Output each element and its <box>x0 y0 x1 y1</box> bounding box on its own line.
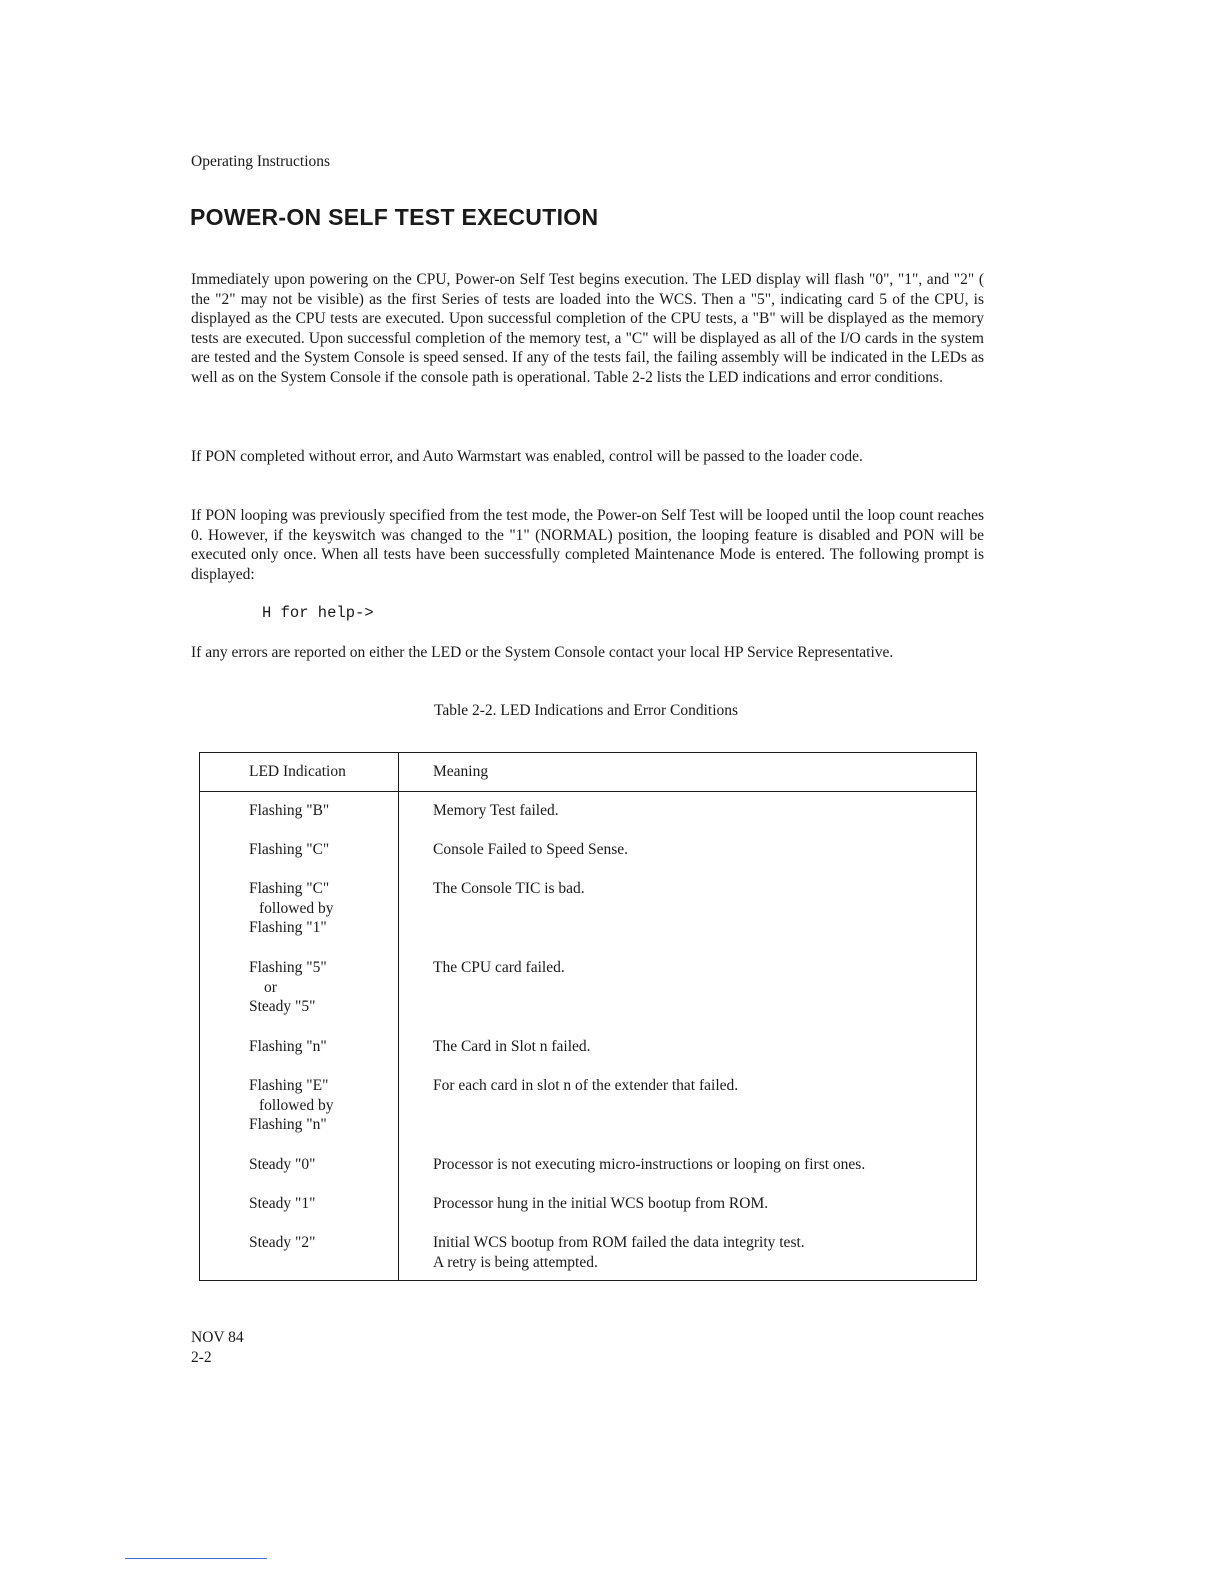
led-line: Flashing "C" <box>249 841 330 858</box>
header-rule <box>200 791 976 792</box>
cell-meaning <box>433 1194 973 1214</box>
led-line: Steady "0" <box>249 1156 316 1173</box>
led-indications-table <box>199 752 977 1281</box>
led-line: Flashing "C" <box>249 880 330 897</box>
cell-led-indication <box>249 801 389 821</box>
meaning-line: Memory Test failed. <box>433 802 559 819</box>
running-head: Operating Instructions <box>191 153 331 170</box>
paragraph-error-reporting: If any errors are reported on either the LED or the System Console contact your local HP Service Representative. <box>191 644 894 661</box>
section-title: POWER-ON SELF TEST EXECUTION <box>190 204 599 230</box>
cell-meaning <box>433 879 973 899</box>
column-divider <box>398 753 399 1280</box>
cell-led-indication <box>249 1233 389 1253</box>
paragraph-pon-looping: If PON looping was previously specified from the test mode, the Power-on Self Test will be looped until the loop count reaches 0. However, if the keyswitch was changed to the "1" (NORMAL) position, the looping feature is disabled and PON will be executed only once. When all tests have been successfully completed Maintenance Mode is entered. The following prompt is displayed: <box>191 507 984 583</box>
meaning-line: The Console TIC is bad. <box>433 880 585 897</box>
led-line: Steady "5" <box>249 998 316 1016</box>
led-line: followed by <box>259 1096 334 1114</box>
cell-led-indication <box>249 840 389 860</box>
meaning-line: For each card in slot n of the extender that failed. <box>433 1077 739 1094</box>
led-line: Flashing "5" <box>249 959 327 976</box>
led-line: Steady "1" <box>249 1195 316 1212</box>
meaning-line: The Card in Slot n failed. <box>433 1038 591 1055</box>
cell-meaning <box>433 958 973 978</box>
cell-led-indication <box>249 958 389 1017</box>
cell-led-indication <box>249 1037 389 1057</box>
meaning-line: A retry is being attempted. <box>433 1253 598 1271</box>
cell-meaning <box>433 801 973 821</box>
paragraph-power-on-sequence: Immediately upon powering on the CPU, Power-on Self Test begins execution. The LED display will flash "0", "1", and "2" ( the "2" may not be visible) as the first Series of tests are loaded into the WCS. Then a "5", indicating card 5 of the CPU, is displayed as the CPU tests are executed. Upon successful completion of the CPU tests, a "B" will be displayed as the memory tests are executed. Upon successful completion of the memory test, a "C" will be displayed as all of the I/O cards in the system are tested and the System Console is speed sensed. If any of the tests fail, the failing assembly will be indicated in the LEDs as well as on the System Console if the console path is operational. Table 2-2 lists the LED indications and error conditions. <box>191 271 984 386</box>
cell-meaning <box>433 1076 973 1096</box>
cell-led-indication <box>249 879 389 938</box>
meaning-line: The CPU card failed. <box>433 959 565 976</box>
header-led-indication: LED Indication <box>249 763 346 780</box>
cell-meaning <box>433 840 973 860</box>
led-line: Flashing "E" <box>249 1077 329 1094</box>
cell-led-indication <box>249 1155 389 1175</box>
header-meaning: Meaning <box>433 763 489 780</box>
page-footer <box>191 1328 244 1367</box>
cell-meaning <box>433 1037 973 1057</box>
led-line: Steady "2" <box>249 1234 316 1251</box>
led-line: Flashing "B" <box>249 802 330 819</box>
cell-led-indication <box>249 1194 389 1214</box>
table-caption: Table 2-2. LED Indications and Error Conditions <box>433 702 739 719</box>
led-line: Flashing "n" <box>249 1038 327 1055</box>
paragraph-auto-warmstart: If PON completed without error, and Auto Warmstart was enabled, control will be passed to the loader code. <box>191 448 863 465</box>
bottom-rule <box>125 1558 267 1559</box>
meaning-line: Processor is not executing micro-instructions or looping on first ones. <box>433 1156 866 1173</box>
led-line: Flashing "n" <box>249 1116 327 1134</box>
meaning-line: Initial WCS bootup from ROM failed the data integrity test. <box>433 1234 805 1251</box>
meaning-line: Console Failed to Speed Sense. <box>433 841 629 858</box>
cell-led-indication <box>249 1076 389 1135</box>
led-line: or <box>264 978 277 996</box>
footer-date: NOV 84 <box>191 1329 244 1346</box>
cell-meaning <box>433 1155 973 1175</box>
cell-meaning <box>433 1233 973 1272</box>
led-line: Flashing "1" <box>249 919 327 937</box>
led-line: followed by <box>259 899 334 917</box>
maintenance-prompt: H for help-> <box>262 604 374 622</box>
meaning-line: Processor hung in the initial WCS bootup from ROM. <box>433 1195 769 1212</box>
footer-page-number: 2-2 <box>191 1348 212 1366</box>
